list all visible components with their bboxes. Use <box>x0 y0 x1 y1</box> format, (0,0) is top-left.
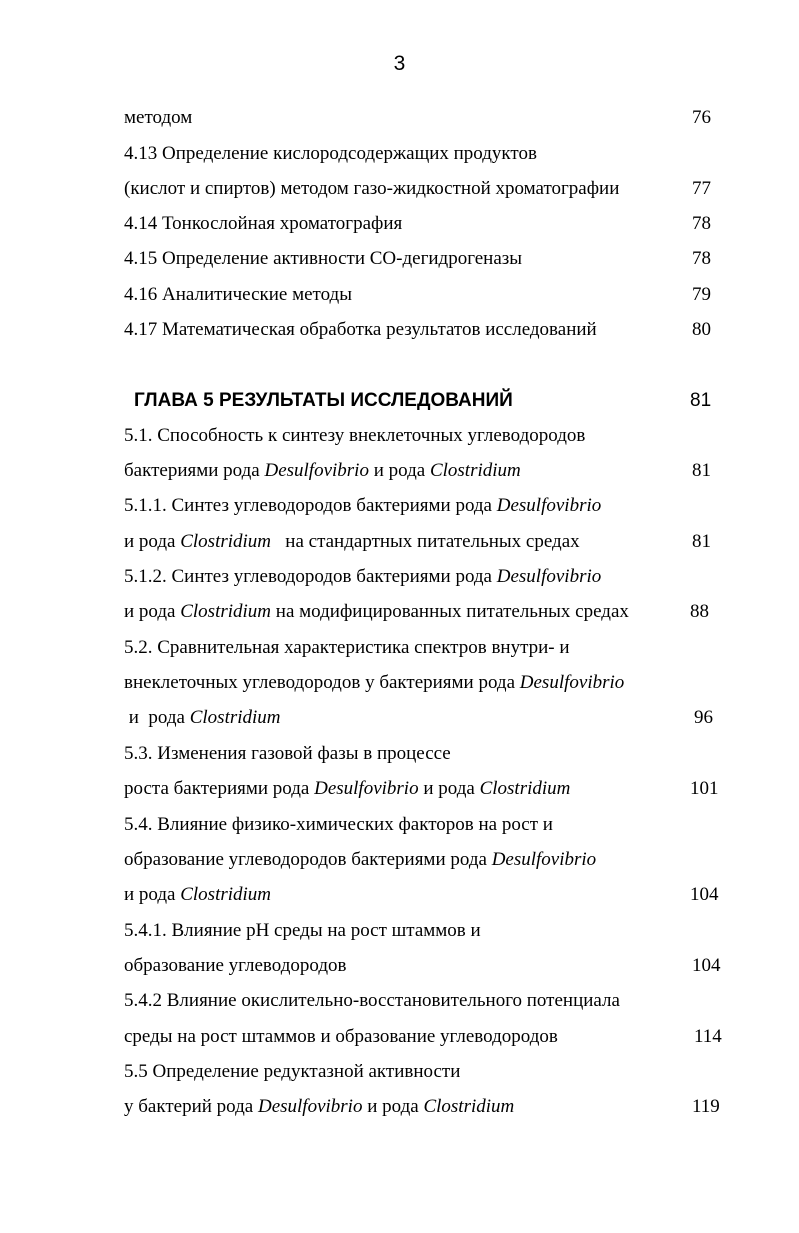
text-part: у бактерий рода <box>124 1096 258 1117</box>
genus-name: Desulfovibrio <box>496 495 602 516</box>
genus-name: Desulfovibrio <box>519 672 625 693</box>
genus-name: Clostridium <box>429 460 521 481</box>
text-part: роста бактериями рода <box>124 778 315 799</box>
text-part: 5.1.1. Синтез углеводородов бактериями рода <box>124 495 497 516</box>
toc-entry-text <box>124 530 580 554</box>
toc-entry-text: 5.4.1. Влияние pH среды на рост штаммов и <box>124 920 481 941</box>
toc-entry-text <box>124 565 601 589</box>
toc-entry-text: 4.14 Тонкослойная хроматография <box>124 213 403 234</box>
toc-entry-page: 96 <box>694 707 713 728</box>
genus-name: Desulfovibrio <box>264 460 369 481</box>
toc-entry-page: 77 <box>692 178 711 199</box>
toc-entry-text: 5.2. Сравнительная характеристика спектров внутри- и <box>124 637 570 658</box>
page-number: 3 <box>393 52 406 75</box>
text-part: на модифицированных питательных средах <box>271 601 629 622</box>
toc-entry-text: образование углеводородов <box>124 955 347 976</box>
toc-entry-page: 119 <box>692 1096 720 1117</box>
toc-entry-text: методом <box>124 107 193 128</box>
genus-name: Clostridium <box>180 884 272 905</box>
toc-entry-page: 78 <box>692 213 711 234</box>
genus-name: Desulfovibrio <box>491 849 597 870</box>
toc-entry-text: (кислот и спиртов) методом газо-жидкостной хроматографии <box>124 178 620 199</box>
toc-entry-text: 5.4. Влияние физико-химических факторов на рост и <box>124 814 553 835</box>
toc-entry-text: 4.13 Определение кислородсодержащих продуктов <box>124 143 537 164</box>
toc-entry-text: среды на рост штаммов и образование углеводородов <box>124 1026 558 1047</box>
toc-entry-text: 5.5 Определение редуктазной активности <box>124 1061 461 1082</box>
toc-entry-text <box>124 706 281 730</box>
toc-entry-text <box>124 1095 514 1119</box>
toc-entry-page: 80 <box>692 319 711 340</box>
toc-entry-text <box>124 494 601 518</box>
toc-entry-text: 4.15 Определение активности СО-дегидрогеназы <box>124 248 523 269</box>
text-part: на стандартных питательных средах <box>271 531 580 552</box>
genus-name: Clostridium <box>423 1096 515 1117</box>
genus-name: Clostridium <box>189 707 281 728</box>
genus-name: Clostridium <box>180 531 272 552</box>
toc-entry-text <box>124 671 624 695</box>
toc-entry-text <box>124 459 521 483</box>
toc-entry-text: 5.3. Изменения газовой фазы в процессе <box>124 743 451 764</box>
text-part: образование углеводородов бактериями рода <box>124 849 492 870</box>
toc-entry-page: 101 <box>690 778 719 799</box>
toc-entry-page: 78 <box>692 248 711 269</box>
toc-entry-text <box>124 848 596 872</box>
toc-entry-page: 88 <box>690 601 709 622</box>
toc-entry-text <box>124 777 570 801</box>
toc-entry-page: 114 <box>694 1026 722 1047</box>
toc-entry-page: 81 <box>692 531 711 552</box>
toc-entry-page: 76 <box>692 107 711 128</box>
toc-entry-page: 104 <box>692 955 721 976</box>
toc-entry-page: 79 <box>692 284 711 305</box>
text-part: 5.1.2. Синтез углеводородов бактериями рода <box>124 566 497 587</box>
text-part: и рода <box>124 601 181 622</box>
genus-name: Desulfovibrio <box>314 778 419 799</box>
text-part: бактериями рода <box>124 460 265 481</box>
chapter-page: 81 <box>690 390 712 411</box>
toc-entry-page: 104 <box>690 884 719 905</box>
text-part: внеклеточных углеводородов у бактериями рода <box>124 672 520 693</box>
toc-entry-text: 5.4.2 Влияние окислительно-восстановительного потенциала <box>124 990 620 1011</box>
toc-entry-page: 81 <box>692 460 711 481</box>
text-part: и рода <box>418 778 480 799</box>
toc-entry-text: 5.1. Способность к синтезу внеклеточных углеводородов <box>124 425 586 446</box>
text-part: и рода <box>124 531 181 552</box>
toc-entry-text: 4.16 Аналитические методы <box>124 284 352 305</box>
text-part: и рода <box>368 460 430 481</box>
genus-name: Desulfovibrio <box>257 1096 363 1117</box>
text-part: и рода <box>124 884 181 905</box>
toc-entry-text <box>124 883 271 907</box>
text-part: и рода <box>362 1096 424 1117</box>
toc-entry-text <box>124 600 629 624</box>
text-part: и рода <box>124 707 190 728</box>
toc-entry-text: 4.17 Математическая обработка результатов исследований <box>124 319 597 340</box>
genus-name: Desulfovibrio <box>496 566 602 587</box>
chapter-heading: ГЛАВА 5 РЕЗУЛЬТАТЫ ИССЛЕДОВАНИЙ <box>134 390 513 411</box>
genus-name: Clostridium <box>180 601 272 622</box>
genus-name: Clostridium <box>479 778 571 799</box>
